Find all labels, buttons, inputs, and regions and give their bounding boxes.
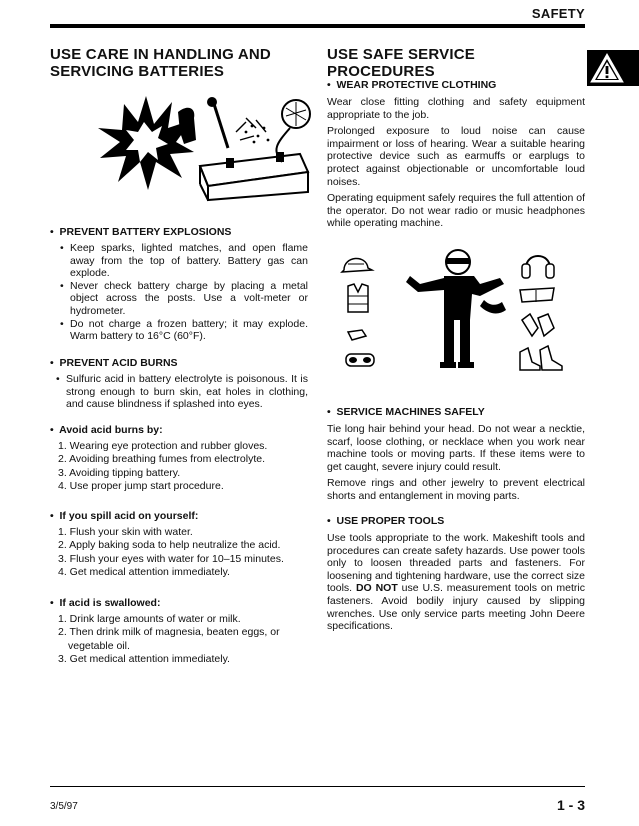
earplugs-icon — [348, 330, 366, 340]
header-rule — [50, 24, 585, 28]
protective-equipment-illustration — [340, 248, 568, 378]
footer-date: 3/5/97 — [50, 801, 78, 812]
left-heading — [50, 46, 310, 80]
list-item: 2. Avoiding breathing fumes from electrolyte. — [58, 453, 266, 466]
prevent-explosions-title: • PREVENT BATTERY EXPLOSIONS — [50, 226, 232, 238]
list-item: 2. Apply baking soda to help neutralize the acid. — [58, 539, 281, 552]
page-number: 1 - 3 — [556, 797, 585, 813]
swallowed-title: • If acid is swallowed: — [50, 597, 161, 609]
protective-paragraph: Operating equipment safely requires the full attention of the operator. Do not wear radio or music headphones while operating machine. — [327, 192, 585, 230]
list-item: 3. Get medical attention immediately. — [58, 653, 230, 666]
list-item: • Sulfuric acid in battery electrolyte is poisonous. It is strong enough to burn skin, eat holes in clothing, and cause blindness if splashed into eyes. — [54, 373, 308, 411]
battery-explosion-illustration — [96, 92, 316, 202]
tools-paragraph: Use tools appropriate to the work. Makeshift tools and procedures can create safety hazards. Use power tools only to loosen threaded parts and fasteners. For loosening and tightening hardware, use the correct size tools. DO NOT use U.S. measurement tools on metric fasteners. Avoid bodily injury caused by slipping wrenches. Use only service parts meeting John Deere specifications. — [327, 532, 585, 633]
protective-section — [327, 79, 585, 230]
tools-section — [327, 515, 585, 633]
footer-rule — [50, 786, 585, 787]
avoid-burns-title: • Avoid acid burns by: — [50, 424, 163, 436]
spill-acid-section — [50, 510, 308, 580]
swallowed-section — [50, 597, 308, 667]
protective-paragraph: Wear close fitting clothing and safety equipment appropriate to the job. — [327, 96, 585, 121]
list-item: 4. Use proper jump start procedure. — [58, 480, 224, 493]
avoid-burns-section — [50, 424, 308, 494]
left-heading-line2: SERVICING BATTERIES — [50, 63, 225, 80]
prevent-acid-title: • PREVENT ACID BURNS — [50, 357, 178, 369]
gloves-icon — [522, 314, 554, 336]
tools-title: • USE PROPER TOOLS — [327, 515, 445, 527]
spill-acid-title: • If you spill acid on yourself: — [50, 510, 199, 522]
safety-glasses-icon — [520, 288, 554, 302]
warning-tab — [587, 50, 639, 86]
spill-acid-list — [58, 526, 308, 580]
list-item: • Keep sparks, lighted matches, and open flame away from the top of battery. Battery gas can explode. — [58, 242, 308, 280]
goggles-icon — [346, 354, 374, 366]
hard-hat-icon — [342, 258, 372, 272]
left-heading-line1: USE CARE IN HANDLING AND — [50, 46, 271, 63]
section-title: SAFETY — [531, 6, 585, 21]
machines-section — [327, 406, 585, 503]
list-item: 1. Drink large amounts of water or milk. — [58, 613, 241, 625]
person-icon — [406, 250, 506, 368]
list-item: • Never check battery charge by placing a metal object across the posts. Use a volt-meter or hydrometer. — [58, 280, 308, 318]
prevent-acid-list — [54, 373, 308, 411]
list-item: 3. Flush your eyes with water for 10–15 minutes. — [58, 552, 284, 565]
list-item: • Do not charge a frozen battery; it may explode. Warm battery to 16°C (60°F). — [58, 318, 308, 343]
protective-paragraph: Prolonged exposure to loud noise can cause impairment or loss of hearing. Wear a suitable hearing protective device such as earmuffs or earplugs to protect against objectionable or uncomfortable loud noises. — [327, 125, 585, 188]
boots-icon — [520, 346, 562, 370]
warning-triangle-icon — [587, 50, 639, 86]
swallowed-list — [58, 613, 298, 667]
prevent-explosions-section — [50, 226, 308, 343]
protective-title: • WEAR PROTECTIVE CLOTHING — [327, 79, 497, 91]
list-item: 1. Flush your skin with water. — [58, 526, 193, 538]
machines-paragraph: Remove rings and other jewelry to prevent electrical shorts and entanglement in moving parts. — [327, 477, 585, 502]
avoid-burns-list — [58, 440, 308, 494]
right-heading: USE SAFE SERVICE PROCEDURES — [327, 46, 475, 80]
tools-emphasis: DO NOT — [355, 582, 398, 595]
machines-paragraph: Tie long hair behind your head. Do not wear a necktie, scarf, loose clothing, or necklace when you work near machine tools or moving parts. If these items were to get caught, severe injury could result. — [327, 423, 585, 473]
list-item: 4. Get medical attention immediately. — [58, 566, 230, 579]
list-item: 1. Wearing eye protection and rubber gloves. — [58, 440, 268, 452]
vest-icon — [348, 284, 368, 312]
earmuffs-icon — [522, 256, 554, 278]
prevent-explosions-list — [58, 242, 308, 343]
list-item: 3. Avoiding tipping battery. — [58, 466, 181, 479]
prevent-acid-section — [50, 357, 308, 411]
list-item: 2. Then drink milk of magnesia, beaten eggs, or vegetable oil. — [58, 626, 280, 652]
machines-title: • SERVICE MACHINES SAFELY — [327, 406, 485, 418]
